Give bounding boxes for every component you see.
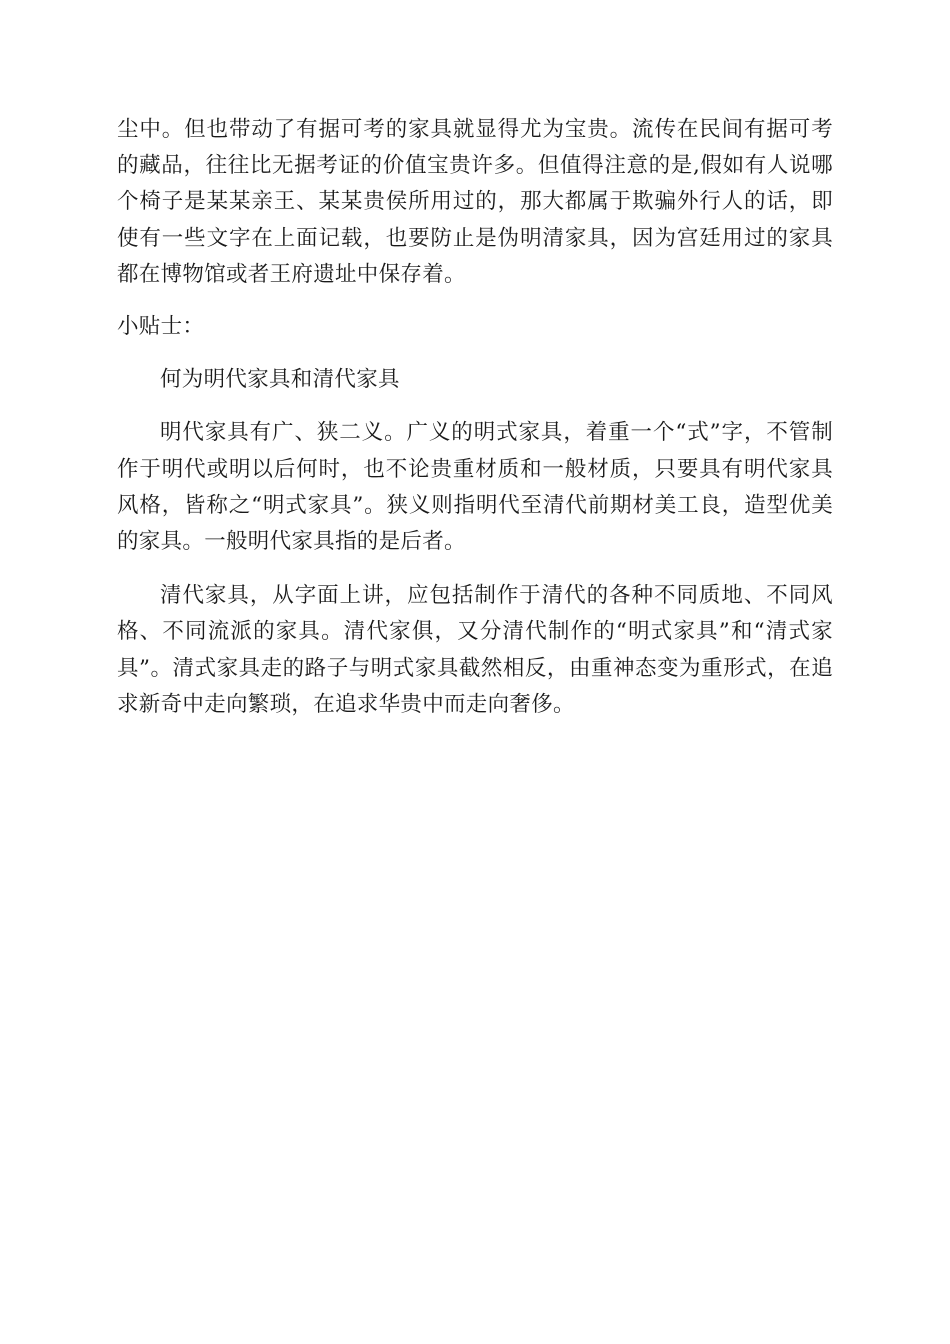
tips-subtitle: 何为明代家具和清代家具 xyxy=(160,367,400,393)
body-paragraph-ming: 明代家具有广、狭二义。广义的明式家具，着重一个“式”字，不管制作于明代或明以后何时，也不论贵重材质和一般材质，只要具有明代家具风格，皆称之“明式家具”。狭义则指明代至清代前期材美工良，造型优美的家具。一般明代家具指的是后者。 xyxy=(117,420,833,555)
body-paragraph-qing: 清代家具，从字面上讲，应包括制作于清代的各种不同质地、不同风格、不同流派的家具。清代家俱，又分清代制作的“明式家具”和“清式家具”。清式家具走的路子与明式家具截然相反，由重神态变为重形式，在追求新奇中走向繁琐，在追求华贵中而走向奢侈。 xyxy=(117,583,833,717)
body-paragraph-provenance: 尘中。但也带动了有据可考的家具就显得尤为宝贵。流传在民间有据可考的藏品，往往比无据考证的价值宝贵许多。但值得注意的是,假如有人说哪个椅子是某某亲王、某某贵侯所用过的，那大都属于欺骗外行人的话，即使有一些文字在上面记载，也要防止是伪明清家具，因为宫廷用过的家具都在博物馆或者王府遗址中保存着。 xyxy=(117,117,833,287)
tips-heading: 小贴士： xyxy=(117,314,205,340)
document-page xyxy=(117,112,833,723)
